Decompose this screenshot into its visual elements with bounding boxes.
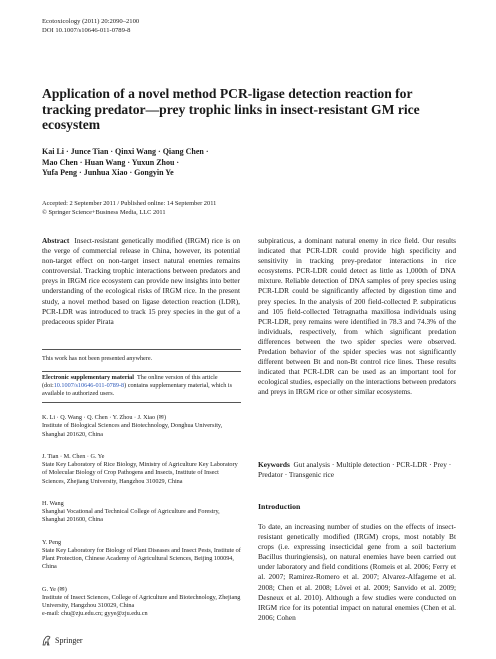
affiliation-donghua: K. Li · Q. Wang · Q. Chen · Y. Zhou · J. Xiao (✉) Institute of Biological Sciences and Biotechnology, Donghua University, Shanghai 201620, China — [42, 414, 223, 438]
esm-text-start: The online version of this article (doi: — [42, 374, 218, 390]
introduction-heading: Introduction — [258, 502, 301, 511]
affiliation-shanghai-vocational: H. Wang Shanghai Vocational and Technical College of Agriculture and Forestry, Shanghai 201600, China — [42, 500, 220, 524]
affiliation-caas: Y. Peng State Key Laboratory for Biology of Plant Diseases and Insect Pests, Institute of Plant Protection, Chinese Academy of Agricultural Sciences, Beijing 100094, China — [42, 538, 241, 571]
abstract-text-part1: Insect-resistant genetically modified (IRGM) rice is on the verge of commercial release in China, however, its potential non-target effect on non-target insect natural enemies remains controversial. Tracking trophic interactions between predators and preys in IRGM rice ecosystem can provide new insights into better understanding of the ecological risks of IRGM rice. In the present study, a novel method based on ligase detection reaction (LDR), PCR-LDR was introduced to track 15 prey species in the gut of a predaceous spider Pirata — [42, 236, 241, 326]
abstract-heading: Abstract — [42, 236, 70, 245]
author-line: Mao Chen · Huan Wang · Yuxun Zhou · — [42, 157, 180, 167]
journal-header — [42, 17, 139, 35]
notes-divider — [42, 349, 241, 350]
affiliation-insect-sciences: G. Ye (✉) Institute of Insect Sciences, College of Agriculture and Biotechnology, Zhejiang University, Hangzhou 310029, China e-mail: chu@zju.edu.cn; gyye@zju.edu.cn — [42, 585, 241, 618]
esm-doi-link[interactable]: 10.1007/s10646-011-0789-8 — [53, 382, 125, 390]
introduction-text: To date, an increasing number of studies on the effects of insect-resistant genetically modified (IRGM) crops, most notably Bt crops (i.e. expressing insecticidal gene from a soil bacterium Bacillus thuringiensis), on natural enemies have been carried out under laboratory and field conditions (Romeis et al. 2006; Ferry et al. 2007; Ramirez-Romero et al. 2007; Alvarez-Alfageme et al. 2008; Chen et al. 2008; Lövei et al. 2009; Sanvido et al. 2009; Desneux et al. 2010). Although a few studies were conducted on IRGM rice for its potential impact on natural enemies (Chen et al. 2006; Cohen — [258, 522, 456, 622]
abstract-left-column — [42, 236, 240, 327]
esm-note — [42, 374, 242, 399]
esm-heading: Electronic supplementary material — [42, 374, 134, 381]
affiliation-divider — [42, 402, 241, 403]
publication-dates — [42, 200, 342, 217]
author-list — [42, 147, 342, 179]
presentation-note: This work has not been presented anywhere. — [42, 355, 153, 362]
esm-divider — [42, 371, 241, 372]
copyright-line: © Springer Science+Business Media, LLC 2011 — [42, 208, 166, 216]
keywords-block — [258, 460, 456, 480]
article-title: Application of a novel method PCR-ligase detection reaction for tracking predator—prey trophic links in insect-resistant GM rice ecosystem — [42, 86, 420, 132]
doi-line: DOI 10.1007/s10646-011-0789-8 — [42, 27, 131, 34]
keywords-heading: Keywords — [258, 460, 290, 469]
accepted-published-line: Accepted: 2 September 2011 / Published online: 14 September 2011 — [42, 200, 217, 207]
abstract-text-part2: subpiraticus, a dominant natural enemy in rice field. Our results indicated that PCR-LDR could provide high specificity and sensitivity in tracking prey-predator interactions in rice ecosystems. PCR-LDR could detect as little as 1,000th of DNA mixture. Reliable detection of DNA samples of prey species using PCR-LDR could be significantly affected by digestion time and prey species. In the analysis of 200 field-collected P. subpiraticus and 105 field-collected Tetragnatha maxillosa individuals using PCR-LDR, prey remains were identified in 78.3 and 74.3% of the individuals, respectively, from which significant predation differences between the two spider species were observed. Predation behavior of the spider species was not significantly different between Bt and non-Bt control rice lines. These results indicated that PCR-LDR can be used as an important tool for ecological studies, especially on the interactions between predators and preys in IRGM rice or other similar ecosystems. — [258, 236, 456, 397]
esm-text-end: ) contains supplementary material, which is available to authorized users. — [42, 382, 233, 398]
page-footer — [42, 635, 83, 646]
affiliation-list — [42, 406, 242, 633]
author-line: Yufa Peng · Junhua Xiao · Gongyin Ye — [42, 168, 174, 177]
journal-citation: Ecotoxicology (2011) 20:2090–2100 — [42, 18, 140, 25]
springer-horse-icon — [42, 635, 51, 646]
keywords-text: Gut analysis · Multiple detection · PCR-LDR · Prey · Predator · Transgenic rice — [258, 460, 452, 480]
author-line: Kai Li · Junce Tian · Qinxi Wang · Qiang Chen · — [42, 147, 209, 156]
affiliation-zhejiang-rice: J. Tian · M. Chen · G. Ye State Key Laboratory of Rice Biology, Ministry of Agriculture Key Laboratory of Molecular Biology of Crop Pathogens and Insects, Institute of Insect Sciences, Zhejiang University, Hangzhou 310029, China — [42, 453, 238, 485]
abstract-right-column — [258, 236, 456, 398]
publisher-name: Springer — [55, 636, 83, 645]
